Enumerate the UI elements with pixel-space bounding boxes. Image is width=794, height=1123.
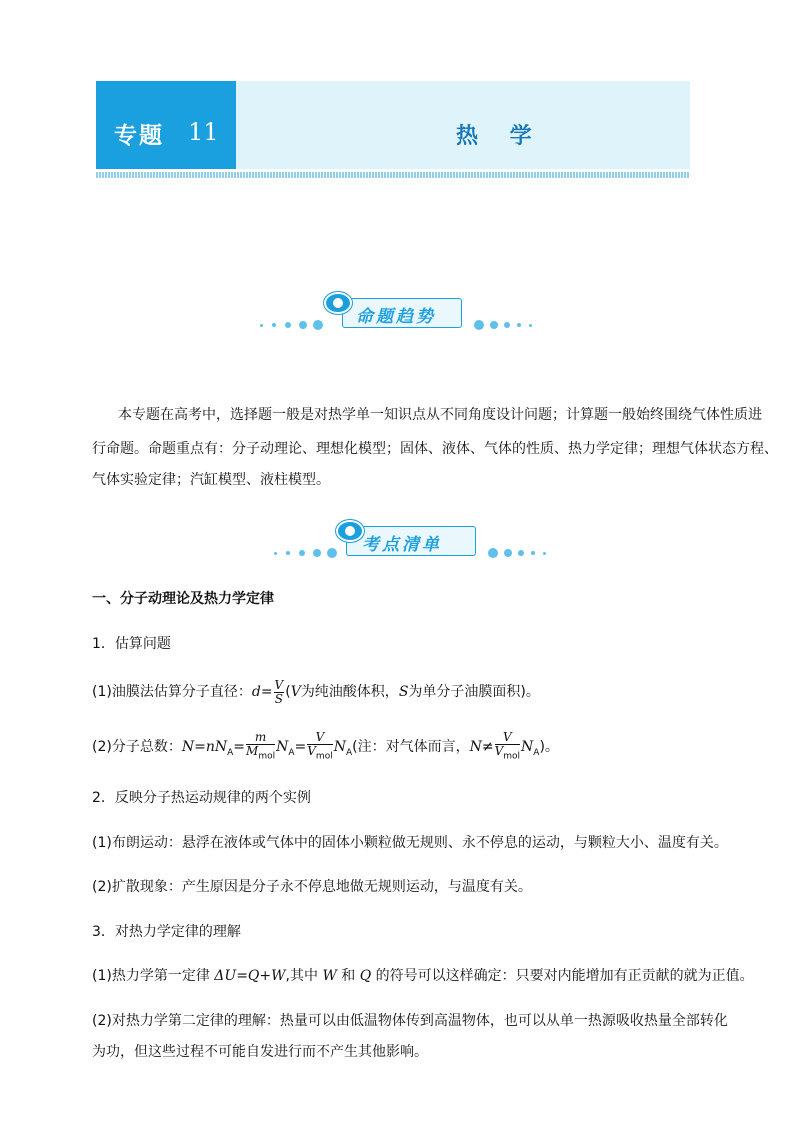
- checklist-section-badge: [272, 520, 552, 560]
- item-2-title: 2．反映分子热运动规律的两个实例: [92, 790, 311, 806]
- decor-dot: [299, 321, 307, 329]
- item-2-1: (1)布朗运动：悬浮在液体或气体中的固体小颗粒做无规则、永不停息的运动，与颗粒大小、温度有关。: [92, 835, 728, 851]
- decor-dot: [474, 320, 484, 330]
- intro-line-3: 气体实验定律；汽缸模型、液柱模型。: [92, 472, 330, 488]
- topic-label: 专题: [114, 122, 164, 149]
- decor-dot: [543, 552, 546, 555]
- trend-section-badge: [258, 292, 538, 332]
- topic-number: 11: [188, 118, 219, 146]
- banner-title-block: [236, 81, 690, 169]
- decor-dot: [274, 552, 277, 555]
- decor-dot: [488, 548, 498, 558]
- banner-divider: [96, 172, 690, 178]
- item-3-2-line-2: 为功，但这些过程不可能自发进行而不产生其他影响。: [92, 1044, 428, 1060]
- item-3-title: 3．对热力学定律的理解: [92, 924, 241, 940]
- decor-dot: [272, 323, 276, 327]
- fraction-V-over-Vmol: $\frac{V}{V_{mol}}$: [307, 730, 333, 762]
- formula-2-line: (2)分子总数：$N=nN_A=$ $\frac{m}{M_{mol}}$ $N_A=$ $\frac{V}{V_{mol}}$ $N_A$(注：对气体而言，N≠ $\frac{V}{V_{mol}}$ $N_A$)。: [92, 730, 559, 762]
- decor-dot: [529, 324, 532, 327]
- decor-dot: [260, 324, 263, 327]
- topic-banner: [96, 81, 690, 169]
- decor-dot: [504, 322, 510, 328]
- item-2-2: (2)扩散现象：产生原因是分子永不停息地做无规则运动，与温度有关。: [92, 879, 532, 895]
- fraction-V-over-S: $\frac{V}{S}$: [274, 677, 284, 706]
- decor-dot: [299, 550, 305, 556]
- topic-title: 热 学: [456, 123, 544, 149]
- decor-dot: [285, 322, 291, 328]
- intro-line-1: 本专题在高考中，选择题一般是对热学单一知识点从不同角度设计问题；计算题一般始终围绕气体性质进: [118, 407, 762, 423]
- trend-title: 命题趋势: [356, 307, 436, 327]
- decor-dot: [518, 550, 524, 556]
- decor-dot: [327, 548, 337, 558]
- decor-dot: [313, 320, 323, 330]
- decor-dot: [517, 323, 521, 327]
- item-1-title: 1．估算问题: [92, 636, 171, 652]
- eye-icon: [324, 292, 352, 314]
- banner-label-block: [96, 81, 236, 169]
- checklist-title: 考点清单: [362, 535, 442, 555]
- decor-dot: [504, 549, 512, 557]
- decor-dot: [313, 549, 321, 557]
- section-heading-1: 一、分子动理论及热力学定律: [92, 591, 274, 607]
- decor-dot: [286, 551, 290, 555]
- fraction-m-over-Mmol: $\frac{m}{M_{mol}}$: [246, 730, 276, 762]
- item-3-2-line-1: (2)对热力学第二定律的理解：热量可以由低温物体传到高温物体，也可以从单一热源吸收热量全部转化: [92, 1013, 728, 1029]
- decor-dot: [531, 551, 535, 555]
- item-3-1: (1)热力学第一定律 ΔU=Q+W,其中 W 和 Q 的符号可以这样确定：只要对内能增加有正贡献的就为正值。: [92, 968, 754, 984]
- eye-icon: [336, 520, 364, 542]
- fraction-V-over-Vmol-2: $\frac{V}{V_{mol}}$: [494, 730, 521, 762]
- decor-dot: [490, 321, 498, 329]
- intro-line-2: 行命题。命题重点有：分子动理论、理想化模型；固体、液体、气体的性质、热力学定律；理想气体状态方程、: [92, 441, 778, 457]
- formula-1-line: (1)油膜法估算分子直径：d= $\frac{V}{S}$ (V为纯油酸体积，S为单分子油膜面积)。: [92, 677, 540, 706]
